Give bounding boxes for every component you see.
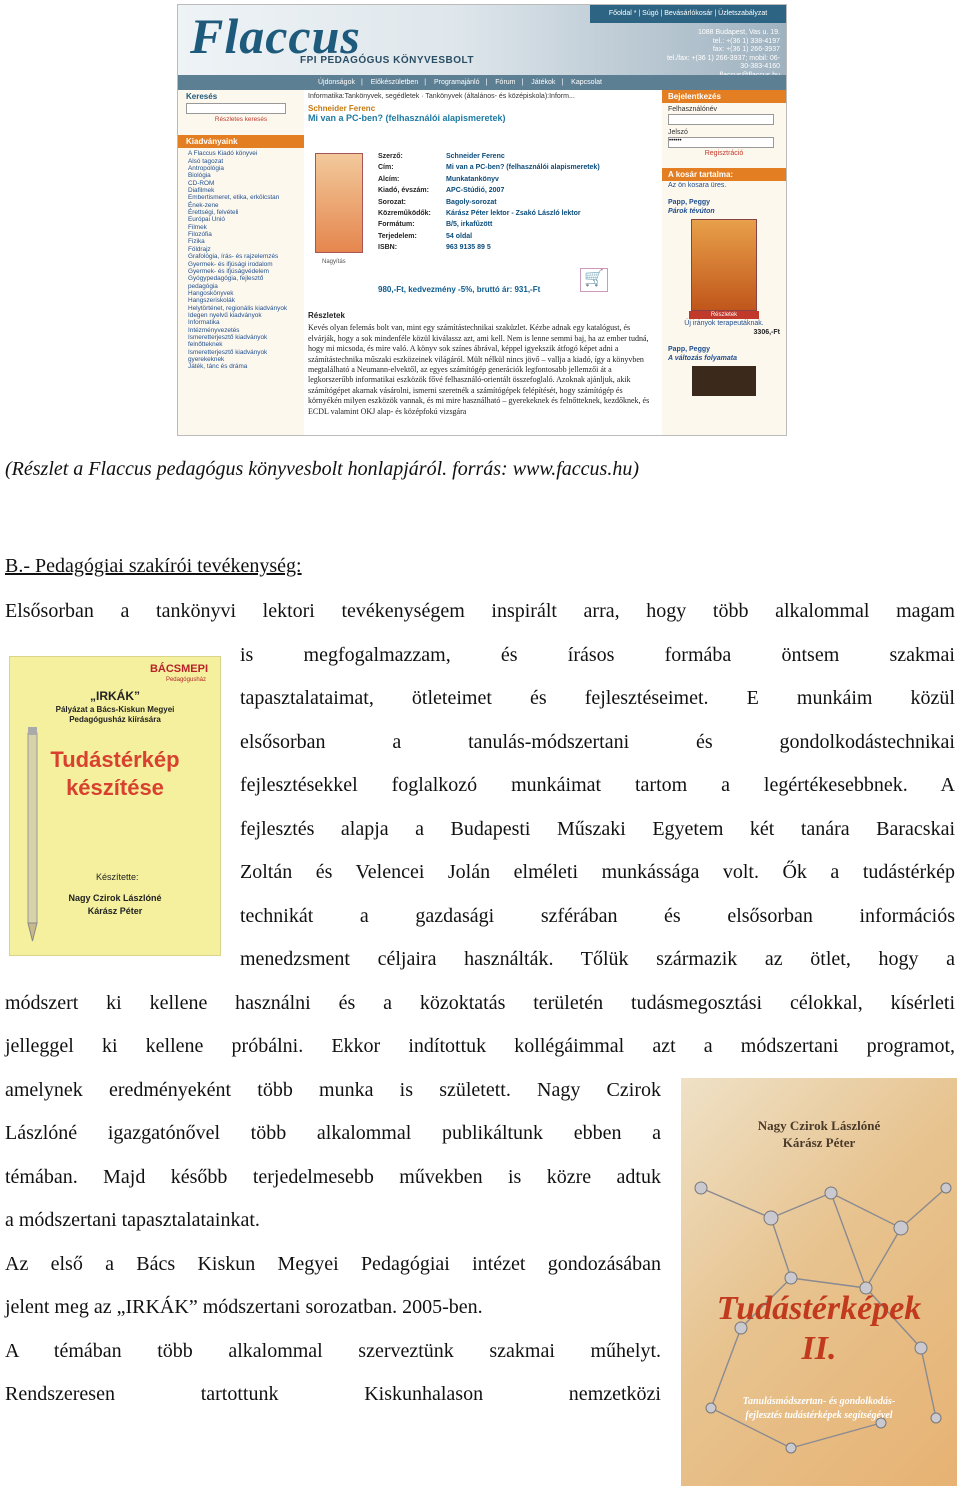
- cart-empty-text: Az ön kosara üres.: [668, 182, 727, 189]
- category-item: Érettségi, felvételi: [188, 209, 239, 217]
- category-item: A Flaccus Kiadó könyvei: [188, 150, 258, 158]
- text-line: technikát a gazdasági szférában és elsősorban információs: [240, 905, 955, 927]
- cover-author: Nagy Czirok Lászlóné: [757, 1118, 881, 1133]
- cover-author: Nagy Czirok Lászlóné: [68, 893, 162, 903]
- breadcrumb: Informatika:Tankönyvek, segédletek · Tankönyvek (általános- és középiskola):Inform...: [308, 93, 575, 100]
- text-line: elsősorban a tanulás-módszertani és gondolkodástechnikai: [240, 731, 955, 753]
- detail-key: Kiadó, évszám:: [378, 187, 429, 195]
- product-cover-image: [315, 153, 363, 253]
- site-nav-bar: Újdonságok | Előkészületben | Programajánló | Fórum | Játékok | Kapcsolat: [178, 75, 786, 90]
- nav-item: Játékok: [531, 79, 556, 86]
- category-item: Ismeretterjesztő kiadványok felnőtteknek: [188, 333, 268, 349]
- detail-key: Szerző:: [378, 153, 403, 160]
- category-item: Embertismeret, etika, erkölcstan: [188, 194, 280, 202]
- description-title: Részletek: [308, 311, 345, 320]
- detail-value: Kárász Péter lektor - Zsakó László lektor: [446, 210, 581, 218]
- category-item: Ének-zene: [188, 201, 219, 209]
- site-logo-subtitle: FPI PEDAGÓGUS KÖNYVESBOLT: [300, 55, 474, 66]
- password-field: ••••••: [668, 137, 774, 148]
- figure-caption: (Részlet a Flaccus pedagógus könyvesbolt honlapjáról. forrás: www.faccus.hu): [5, 458, 639, 480]
- category-item: Biológia: [188, 172, 211, 180]
- detail-row: [378, 242, 600, 253]
- site-contact: 1088 Budapest, Vas u. 19. tel.: +(36 1) 338-4197 fax: +(36 1) 266-3937 tel./fax: +(36 1) 266-3937; mobil: 06-30-383-4160: [666, 29, 780, 70]
- category-item: Helytörténet, regionális kiadványok: [188, 304, 288, 312]
- text-line: Elsősorban a tankönyvi lektori tevékenységem inspirált arra, hogy több alkalommal magam: [5, 600, 955, 622]
- detail-value: Mi van a PC-ben? (felhasználói alapismeretek): [446, 164, 600, 172]
- cover-title: Tudástérkép: [50, 747, 180, 772]
- zoom-link: Nagyítás: [322, 259, 346, 265]
- cart-icon: 🛒: [580, 268, 608, 292]
- nav-item: Kapcsolat: [571, 79, 602, 86]
- product-author: Schneider Ferenc: [308, 104, 376, 113]
- cover-author: Kárász Péter: [782, 1135, 856, 1150]
- category-item: Informatika: [188, 319, 220, 327]
- cover-subtitle: Tanulásmódszertan- és gondolkodás-: [742, 1396, 896, 1407]
- text-line: menedzsment céljaira használták. Tőlük származik az ötlet, hogy a: [240, 948, 955, 970]
- category-item: Ismeretterjesztő kiadványok gyerekeknek: [188, 348, 268, 363]
- category-list: [178, 148, 304, 372]
- detail-value: 963 9135 89 5: [446, 244, 491, 252]
- cover-title: Tudástérképek: [716, 1290, 922, 1327]
- category-item: Antropológia: [188, 165, 224, 173]
- detail-value: Schneider Ferenc: [446, 153, 505, 160]
- book-price: 3306,-Ft: [753, 329, 780, 336]
- nav-item: Fórum: [495, 79, 516, 86]
- nav-item: Előkészületben: [370, 79, 419, 86]
- text-line: Rendszeresen tartottunk Kiskunhalason nemzetközi: [5, 1383, 661, 1405]
- book-cover-tudasterkepek-ii: [681, 1078, 957, 1486]
- username-label: Felhasználónév: [668, 106, 718, 113]
- category-item: CD-ROM: [188, 179, 215, 187]
- detail-key: ISBN:: [378, 244, 398, 252]
- detail-value: 54 oldal: [446, 232, 473, 240]
- category-item: Idegen nyelvű kiadványok: [188, 311, 262, 319]
- text-line: tapasztalataimat, ötleteimet és fejlesztéseimet. E munkáim közül: [240, 687, 955, 709]
- cover-publisher-sub: Pedagógusház: [165, 677, 206, 683]
- cover-title: készítése: [66, 775, 164, 800]
- book-cover-image: [692, 366, 756, 396]
- detail-key: Sorozat:: [378, 198, 406, 206]
- register-link: Regisztráció: [704, 150, 744, 157]
- book-title: Párok tévúton: [668, 208, 715, 215]
- product-description: [308, 311, 653, 417]
- site-right-column: [662, 90, 786, 435]
- category-item: Gyermek- és ifjúságvédelem: [188, 267, 269, 275]
- detail-value: B/5, irkafűzött: [446, 221, 493, 229]
- detail-key: Formátum:: [378, 221, 415, 229]
- text-line: jelleggel ki kellene próbálni. Ekkor indítottuk kollégáimmal azt a módszertani programot,: [5, 1035, 955, 1057]
- detail-value: Munkatankönyv: [446, 175, 499, 183]
- category-item: Fizika: [188, 238, 205, 246]
- detail-row: [378, 185, 600, 196]
- book-description: Új irányok terapeutáknak.: [684, 320, 764, 327]
- text-line: is megfogalmazzam, és írásos formába öntsem szakmai: [240, 644, 955, 666]
- product-details: [378, 151, 600, 254]
- details-button: Részletek: [689, 311, 759, 319]
- category-item: Hangszeriskolák: [188, 297, 235, 305]
- book-title: A változás folyamata: [668, 355, 737, 362]
- detail-value: APC-Stúdió, 2007: [446, 187, 505, 195]
- category-item: Gyermek- és ifjúsági irodalom: [188, 260, 273, 268]
- book-author: Papp, Peggy: [668, 199, 711, 206]
- site-product-area: [308, 93, 658, 433]
- detail-row: [378, 208, 600, 219]
- text-line: A témában több alkalommal szerveztünk szakmai műhelyt.: [5, 1340, 661, 1362]
- site-left-column: [178, 90, 304, 435]
- category-item: Gyógypedagógia, fejlesztő pedagógia: [188, 275, 264, 290]
- detail-key: Közreműködők:: [378, 210, 431, 218]
- detail-row: [378, 174, 600, 185]
- website-screenshot: [177, 4, 787, 436]
- text-line: Zoltán és Velencei Jolán elméleti munkássága volt. Ők a tudástérkép: [240, 861, 955, 883]
- cover-series-sub: Pedagógusház kiírására: [69, 715, 161, 724]
- text-line: Az első a Bács Kiskun Megyei Pedagógiai intézet gondozásában: [5, 1253, 661, 1275]
- product-title: Mi van a PC-ben? (felhasználói alapismeretek): [308, 113, 506, 123]
- product-price: 980,-Ft, kedvezmény -5%, bruttó ár: 931,-Ft: [378, 285, 541, 294]
- cart-title: A kosár tartalma:: [662, 168, 786, 181]
- detail-row: [378, 151, 600, 162]
- site-header: [178, 5, 786, 75]
- site-logo: Flaccus: [190, 8, 361, 64]
- search-title: Keresés: [186, 92, 218, 101]
- cover-publisher: BÁCSMEPI: [149, 663, 208, 675]
- category-item: Grafológia, írás- és rajzelemzés: [188, 253, 279, 261]
- detail-key: Terjedelem:: [378, 232, 417, 240]
- username-field: [668, 114, 774, 125]
- nav-item: Újdonságok: [318, 79, 355, 86]
- cover-author: Kárász Péter: [87, 906, 143, 916]
- login-title: Bejelentkezés: [662, 90, 786, 103]
- category-item: Diafilmek: [188, 187, 215, 195]
- search-input: [186, 103, 286, 114]
- advanced-search-link: Részletes keresés: [214, 116, 268, 123]
- detail-key: Alcím:: [378, 175, 400, 183]
- detail-row: [378, 162, 600, 173]
- text-line: fejlesztésekkel foglalkozó munkáimat tartom a legértékesebbnek. A: [240, 774, 955, 796]
- category-item: Intézményvezetés: [188, 326, 240, 334]
- cover-made-by: Készítette:: [96, 872, 139, 882]
- cover-series: „IRKÁK”: [90, 689, 140, 703]
- text-line: módszert ki kellene használni és a közoktatás területén tudásmegosztási célokkal, kísérleti: [5, 992, 955, 1014]
- publications-title: Kiadványaink: [178, 135, 304, 148]
- password-label: Jelszó: [668, 129, 688, 136]
- category-item: Európai Unió: [188, 216, 225, 224]
- text-line: fejlesztés alapja a Budapesti Műszaki Egyetem két tanára Baracskai: [240, 818, 955, 840]
- nav-item: Programajánló: [433, 79, 480, 86]
- text-line: amelynek eredményeként több munka is született. Nagy Czirok: [5, 1079, 661, 1101]
- category-item: Földrajz: [188, 245, 211, 253]
- text-line: témában. Majd később terjedelmesebb művekben is közre adtuk: [5, 1166, 661, 1188]
- text-line: jelent meg az „IRKÁK” módszertani sorozatban. 2005-ben.: [5, 1296, 483, 1318]
- detail-key: Cím:: [378, 164, 394, 172]
- category-item: Játék, tánc és dráma: [188, 363, 248, 371]
- category-item: Alsó tagozat: [188, 157, 224, 165]
- book-cover-tudasterkep-keszitese: [9, 656, 221, 956]
- book-author: Papp, Peggy: [668, 346, 711, 353]
- site-top-nav: Főoldal * | Súgó | Bevásárlókosár | Üzletszabályzat: [590, 5, 786, 23]
- cover-title: II.: [801, 1330, 837, 1367]
- text-line: a módszertani tapasztalatainkat.: [5, 1209, 260, 1231]
- detail-row: [378, 231, 600, 242]
- section-heading: B.- Pedagógiai szakírói tevékenység:: [5, 555, 302, 577]
- category-item: Filmek: [188, 223, 207, 231]
- category-item: Filozófia: [188, 231, 212, 239]
- description-text: Kevés olyan felemás bolt van, mint egy számítástechnikai szaküzlet. Kézbe adnak egy katalógust, és elvárják, hogy a sok mindenféle közül kiválassz azt, ami kell. Nem is lenne semmi baj, ha az ember tudná, hogy mi micsoda, és mire való. A könyv sok színes ábrával, képpel igyekszik átfogó képet adni a számítástechnika műszaki eszközeinek világáról. Mült nélkül nincs jövő – vallja a kiadó, így a könyvben megtalálható a Neumann-elvektől, az egyes számítógép generációk legfontosabb jellemzői át a legkorszerűbb informatikai eszközök fővé felhasználó-orientált összefoglaló. Azoknak ajánljuk, akik számítógépet akarnak vásárolni, ismerni szeretnék a számítógépek felépítését, hogy számítógép és környékén milyen eszközök vannak, és mi mire használható – gyerekeknek és felnőtteknek, kezdőknek, és ECDL valamint OKJ alap- és középfokú vizsgára: [308, 323, 650, 416]
- text-line: Lászlóné igazgatónővel több alkalommal publikáltunk ebben a: [5, 1122, 661, 1144]
- detail-row: [378, 197, 600, 208]
- cover-series-sub: Pályázat a Bács-Kiskun Megyei: [55, 705, 175, 714]
- pencil-icon: [18, 727, 48, 947]
- cover-subtitle: fejlesztés tudástérképek segítségével: [745, 1410, 893, 1421]
- book-cover-image: [691, 219, 757, 311]
- category-item: Hangoskönyvek: [188, 289, 234, 297]
- detail-value: Bagoly-sorozat: [446, 198, 497, 206]
- detail-row: [378, 219, 600, 230]
